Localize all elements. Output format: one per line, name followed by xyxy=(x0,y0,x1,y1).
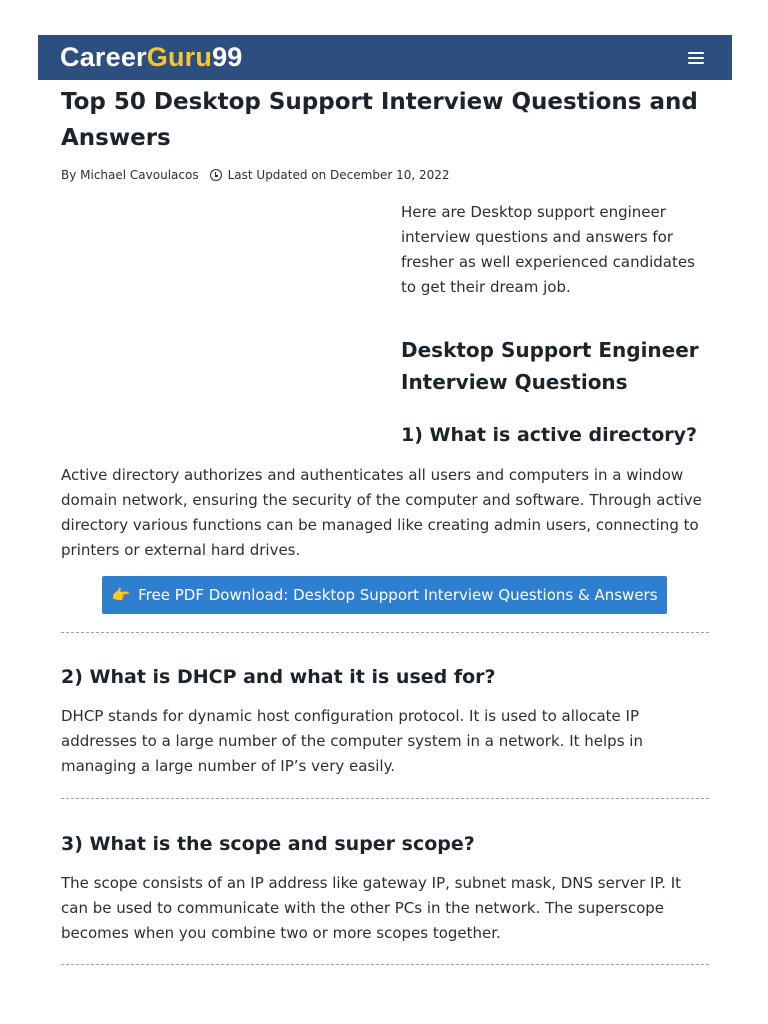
logo-text-99: 99 xyxy=(212,42,243,72)
pdf-download-button[interactable] xyxy=(102,576,667,614)
section-heading: Desktop Support Engineer Interview Questions xyxy=(401,338,699,394)
intro-paragraph: Here are Desktop support engineer interview questions and answers for fresher as well experienced candidates to get their dream job. xyxy=(401,203,695,296)
answer-paragraph-1: Active directory authorizes and authenticates all users and computers in a window domain network, ensuring the security of the computer and software. Through active directory various functions can be managed like creating admin users, connecting to printers or external hard drives. xyxy=(61,466,702,559)
answer-paragraph-2: DHCP stands for dynamic host configuration protocol. It is used to allocate IP addresses to a large number of the computer system in a network. It helps in managing a large number of IP’s very easily. xyxy=(61,707,643,775)
hamburger-menu-icon[interactable] xyxy=(688,47,710,69)
logo-text-career: Career xyxy=(60,42,147,72)
page-title: Top 50 Desktop Support Interview Questions and Answers xyxy=(61,89,698,151)
clock-icon xyxy=(210,169,222,181)
question-heading-1: 1) What is active directory? xyxy=(401,424,698,446)
divider xyxy=(61,632,709,633)
site-logo[interactable] xyxy=(60,44,243,71)
article-meta xyxy=(61,166,450,184)
question-heading-3: 3) What is the scope and super scope? xyxy=(61,833,475,855)
author-byline: By Michael Cavoulacos xyxy=(61,168,199,182)
pdf-download-label: Free PDF Download: Desktop Support Interview Questions & Answers xyxy=(138,586,658,604)
pointing-hand-icon: 👉 xyxy=(111,586,131,604)
answer-paragraph-3: The scope consists of an IP address like gateway IP, subnet mask, DNS server IP. It can be used to communicate with the other PCs in the network. The superscope becomes when you combine two or more scopes together. xyxy=(61,874,682,942)
site-header xyxy=(38,35,732,80)
divider xyxy=(61,964,709,965)
last-updated: Last Updated on December 10, 2022 xyxy=(227,168,450,182)
question-heading-2: 2) What is DHCP and what it is used for? xyxy=(61,666,496,688)
logo-text-guru: Guru xyxy=(146,42,213,72)
divider xyxy=(61,798,709,799)
